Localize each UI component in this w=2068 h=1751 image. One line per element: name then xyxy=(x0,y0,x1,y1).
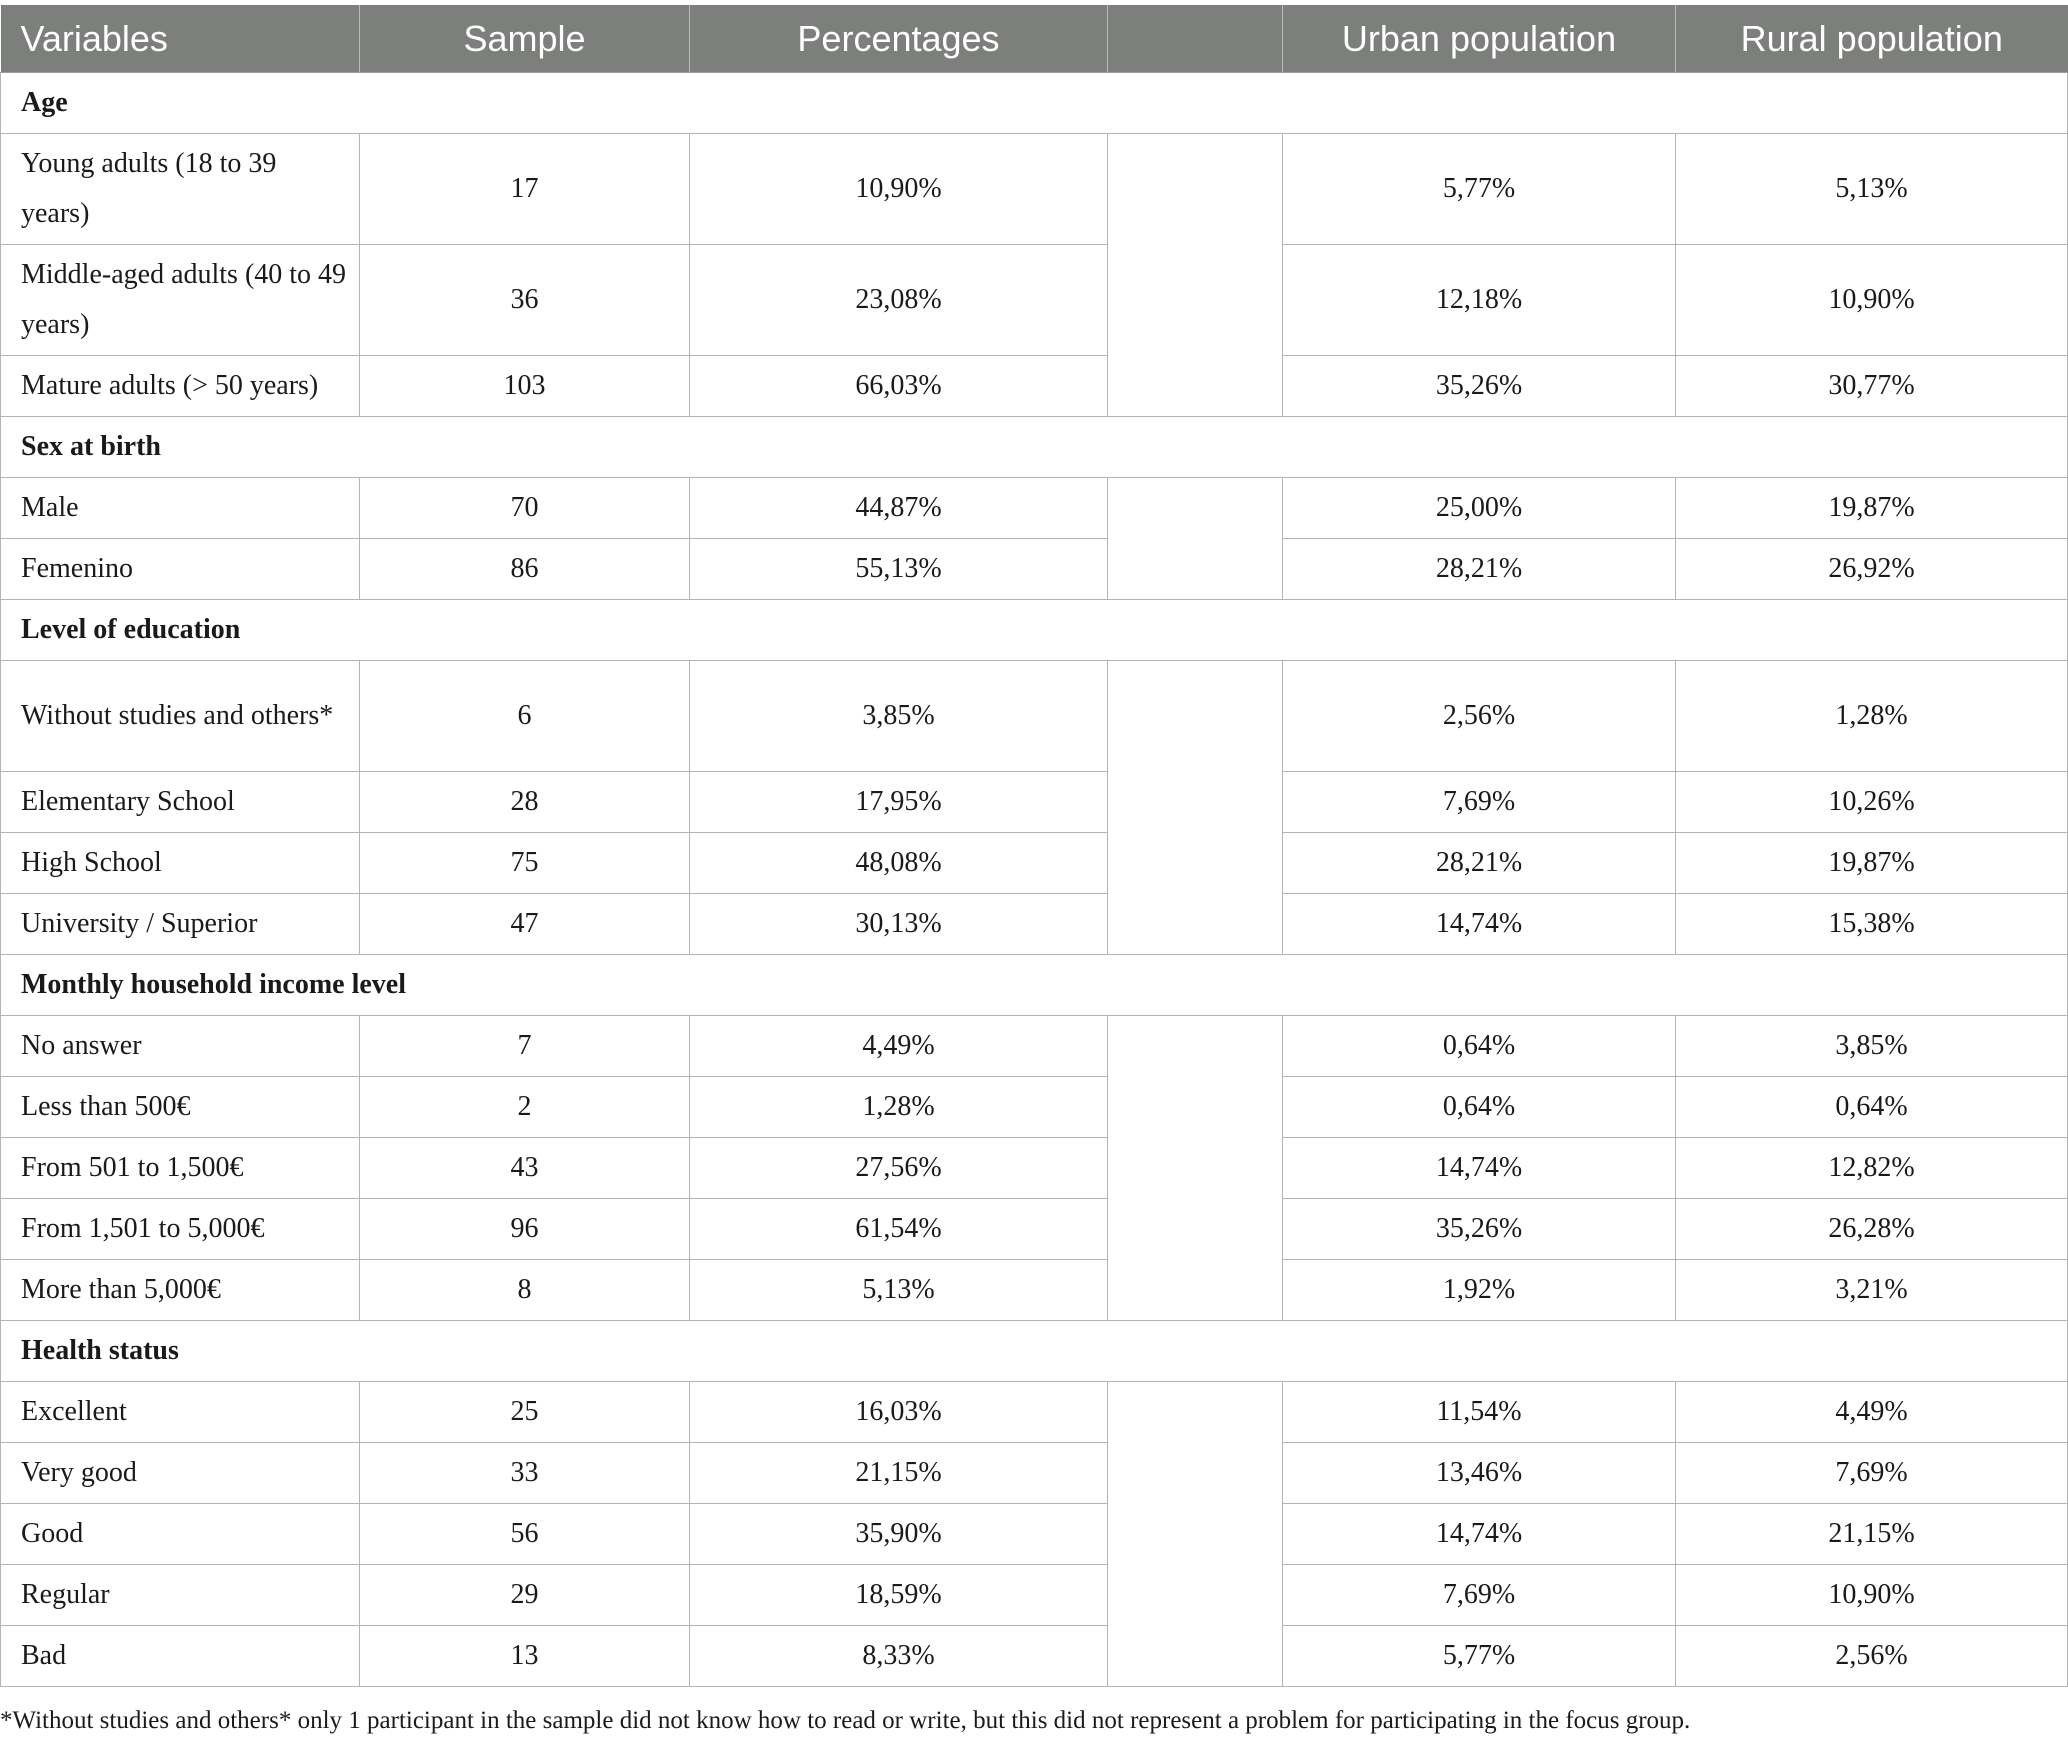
table-row xyxy=(1,1504,2068,1565)
rural-cell: 19,87% xyxy=(1676,478,2068,539)
rural-cell: 19,87% xyxy=(1676,833,2068,894)
table-body xyxy=(1,73,2068,1687)
table-header xyxy=(1,5,2068,73)
section-header-row xyxy=(1,955,2068,1016)
urban-cell: 13,46% xyxy=(1283,1443,1676,1504)
header-urban-population: Urban population xyxy=(1283,5,1676,73)
sample-cell: 28 xyxy=(360,772,690,833)
rural-cell: 10,90% xyxy=(1676,1565,2068,1626)
sample-cell: 70 xyxy=(360,478,690,539)
table-row xyxy=(1,1382,2068,1443)
merged-blank-cell xyxy=(1108,1382,1283,1687)
row-label: From 501 to 1,500€ xyxy=(1,1138,360,1199)
row-label: Femenino xyxy=(1,539,360,600)
percentage-cell: 3,85% xyxy=(690,661,1108,772)
urban-cell: 7,69% xyxy=(1283,1565,1676,1626)
sample-cell: 29 xyxy=(360,1565,690,1626)
demographics-table xyxy=(0,5,2068,1687)
row-label: Young adults (18 to 39 years) xyxy=(1,134,360,245)
section-header-row xyxy=(1,600,2068,661)
sample-cell: 6 xyxy=(360,661,690,772)
rural-cell: 21,15% xyxy=(1676,1504,2068,1565)
merged-blank-cell xyxy=(1108,661,1283,955)
section-title: Monthly household income level xyxy=(1,955,2068,1016)
rural-cell: 10,26% xyxy=(1676,772,2068,833)
table-row xyxy=(1,1443,2068,1504)
merged-blank-cell xyxy=(1108,1016,1283,1321)
row-label: From 1,501 to 5,000€ xyxy=(1,1199,360,1260)
urban-cell: 28,21% xyxy=(1283,539,1676,600)
table-row xyxy=(1,539,2068,600)
section-header-row xyxy=(1,73,2068,134)
rural-cell: 12,82% xyxy=(1676,1138,2068,1199)
urban-cell: 14,74% xyxy=(1283,1138,1676,1199)
urban-cell: 35,26% xyxy=(1283,356,1676,417)
section-header-row xyxy=(1,417,2068,478)
row-label: Excellent xyxy=(1,1382,360,1443)
percentage-cell: 4,49% xyxy=(690,1016,1108,1077)
table-row xyxy=(1,134,2068,245)
sample-cell: 86 xyxy=(360,539,690,600)
sample-cell: 75 xyxy=(360,833,690,894)
rural-cell: 1,28% xyxy=(1676,661,2068,772)
sample-cell: 25 xyxy=(360,1382,690,1443)
section-title: Health status xyxy=(1,1321,2068,1382)
header-blank xyxy=(1108,5,1283,73)
rural-cell: 26,92% xyxy=(1676,539,2068,600)
rural-cell: 4,49% xyxy=(1676,1382,2068,1443)
section-title: Age xyxy=(1,73,2068,134)
sample-cell: 103 xyxy=(360,356,690,417)
rural-cell: 5,13% xyxy=(1676,134,2068,245)
rural-cell: 10,90% xyxy=(1676,245,2068,356)
percentage-cell: 21,15% xyxy=(690,1443,1108,1504)
row-label: Good xyxy=(1,1504,360,1565)
urban-cell: 12,18% xyxy=(1283,245,1676,356)
row-label: Regular xyxy=(1,1565,360,1626)
table-row xyxy=(1,1138,2068,1199)
table-row xyxy=(1,1565,2068,1626)
demographics-table-container xyxy=(0,5,2067,1687)
row-label: More than 5,000€ xyxy=(1,1260,360,1321)
section-header-row xyxy=(1,1321,2068,1382)
row-label: Without studies and others* xyxy=(1,661,360,772)
percentage-cell: 55,13% xyxy=(690,539,1108,600)
sample-cell: 96 xyxy=(360,1199,690,1260)
header-rural-population: Rural population xyxy=(1676,5,2068,73)
percentage-cell: 44,87% xyxy=(690,478,1108,539)
sample-cell: 13 xyxy=(360,1626,690,1687)
urban-cell: 14,74% xyxy=(1283,894,1676,955)
percentage-cell: 30,13% xyxy=(690,894,1108,955)
header-percentages: Percentages xyxy=(690,5,1108,73)
section-title: Level of education xyxy=(1,600,2068,661)
urban-cell: 7,69% xyxy=(1283,772,1676,833)
row-label: Middle-aged adults (40 to 49 years) xyxy=(1,245,360,356)
urban-cell: 25,00% xyxy=(1283,478,1676,539)
header-sample: Sample xyxy=(360,5,690,73)
percentage-cell: 61,54% xyxy=(690,1199,1108,1260)
sample-cell: 43 xyxy=(360,1138,690,1199)
rural-cell: 0,64% xyxy=(1676,1077,2068,1138)
table-row xyxy=(1,356,2068,417)
urban-cell: 0,64% xyxy=(1283,1077,1676,1138)
table-row xyxy=(1,661,2068,772)
row-label: Less than 500€ xyxy=(1,1077,360,1138)
rural-cell: 2,56% xyxy=(1676,1626,2068,1687)
urban-cell: 14,74% xyxy=(1283,1504,1676,1565)
table-row xyxy=(1,245,2068,356)
row-label: Male xyxy=(1,478,360,539)
percentage-cell: 66,03% xyxy=(690,356,1108,417)
row-label: High School xyxy=(1,833,360,894)
urban-cell: 1,92% xyxy=(1283,1260,1676,1321)
row-label: University / Superior xyxy=(1,894,360,955)
rural-cell: 15,38% xyxy=(1676,894,2068,955)
urban-cell: 28,21% xyxy=(1283,833,1676,894)
percentage-cell: 27,56% xyxy=(690,1138,1108,1199)
urban-cell: 2,56% xyxy=(1283,661,1676,772)
rural-cell: 7,69% xyxy=(1676,1443,2068,1504)
percentage-cell: 16,03% xyxy=(690,1382,1108,1443)
table-row xyxy=(1,1260,2068,1321)
table-row xyxy=(1,1199,2068,1260)
header-variables: Variables xyxy=(1,5,360,73)
percentage-cell: 8,33% xyxy=(690,1626,1108,1687)
row-label: No answer xyxy=(1,1016,360,1077)
sample-cell: 7 xyxy=(360,1016,690,1077)
sample-cell: 56 xyxy=(360,1504,690,1565)
percentage-cell: 1,28% xyxy=(690,1077,1108,1138)
rural-cell: 3,85% xyxy=(1676,1016,2068,1077)
rural-cell: 3,21% xyxy=(1676,1260,2068,1321)
table-row xyxy=(1,894,2068,955)
sample-cell: 2 xyxy=(360,1077,690,1138)
merged-blank-cell xyxy=(1108,478,1283,600)
percentage-cell: 18,59% xyxy=(690,1565,1108,1626)
row-label: Bad xyxy=(1,1626,360,1687)
table-row xyxy=(1,833,2068,894)
urban-cell: 35,26% xyxy=(1283,1199,1676,1260)
table-row xyxy=(1,478,2068,539)
table-footnote: *Without studies and others* only 1 participant in the sample did not know how to read or write, but this did not represent a problem for participating in the focus group. xyxy=(0,1707,1691,1734)
sample-cell: 47 xyxy=(360,894,690,955)
table-row xyxy=(1,1016,2068,1077)
table-row xyxy=(1,1077,2068,1138)
urban-cell: 5,77% xyxy=(1283,134,1676,245)
sample-cell: 36 xyxy=(360,245,690,356)
percentage-cell: 35,90% xyxy=(690,1504,1108,1565)
urban-cell: 0,64% xyxy=(1283,1016,1676,1077)
section-title: Sex at birth xyxy=(1,417,2068,478)
sample-cell: 8 xyxy=(360,1260,690,1321)
sample-cell: 17 xyxy=(360,134,690,245)
header-row xyxy=(1,5,2068,73)
percentage-cell: 23,08% xyxy=(690,245,1108,356)
percentage-cell: 17,95% xyxy=(690,772,1108,833)
urban-cell: 11,54% xyxy=(1283,1382,1676,1443)
rural-cell: 26,28% xyxy=(1676,1199,2068,1260)
percentage-cell: 48,08% xyxy=(690,833,1108,894)
row-label: Elementary School xyxy=(1,772,360,833)
table-row xyxy=(1,772,2068,833)
urban-cell: 5,77% xyxy=(1283,1626,1676,1687)
table-row xyxy=(1,1626,2068,1687)
row-label: Mature adults (> 50 years) xyxy=(1,356,360,417)
merged-blank-cell xyxy=(1108,134,1283,417)
percentage-cell: 5,13% xyxy=(690,1260,1108,1321)
sample-cell: 33 xyxy=(360,1443,690,1504)
row-label: Very good xyxy=(1,1443,360,1504)
percentage-cell: 10,90% xyxy=(690,134,1108,245)
rural-cell: 30,77% xyxy=(1676,356,2068,417)
